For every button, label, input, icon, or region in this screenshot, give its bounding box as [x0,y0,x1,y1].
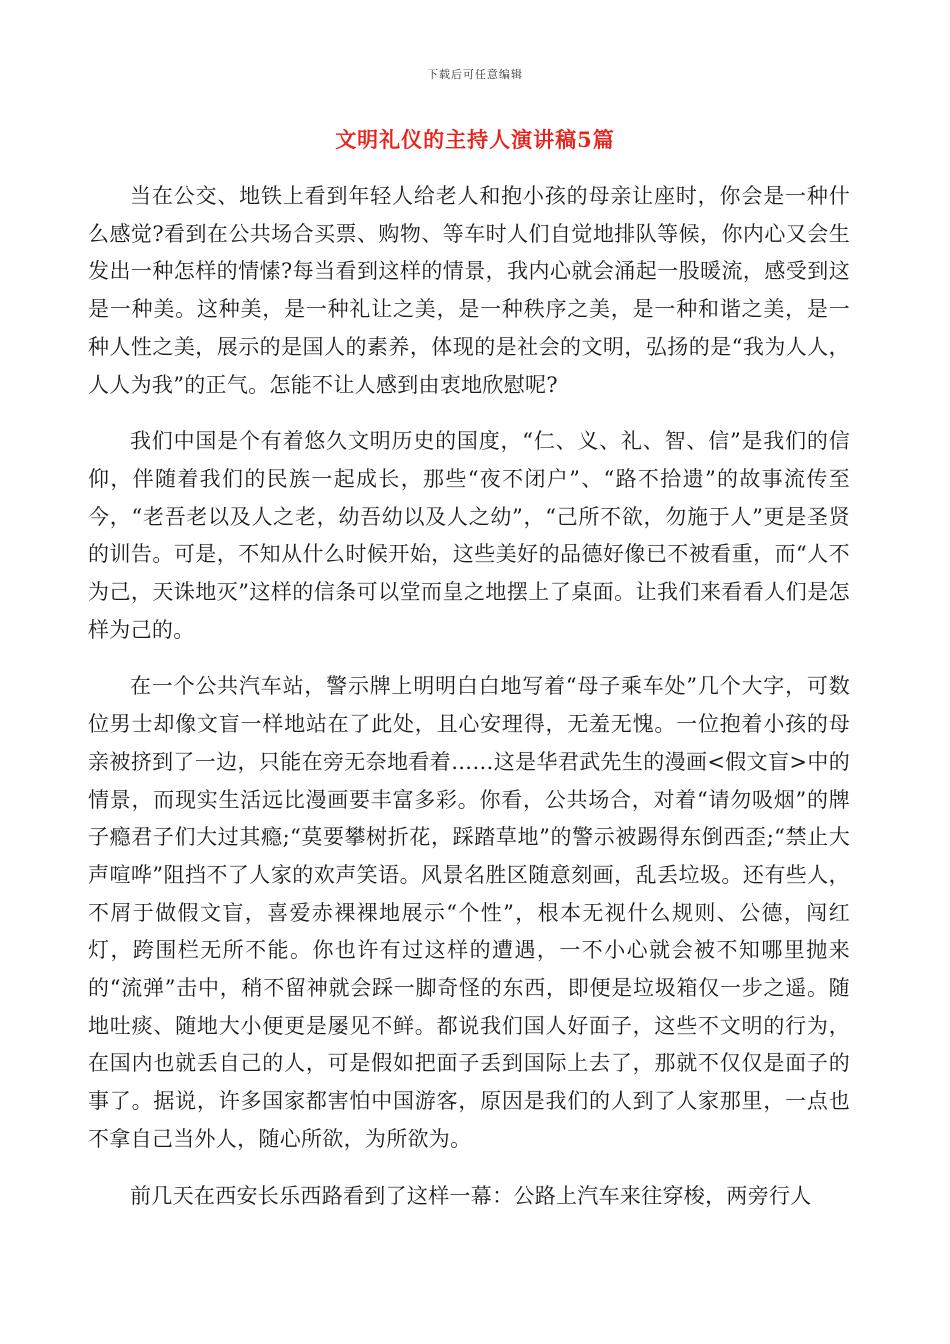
paragraph-1: 当在公交、地铁上看到年轻人给老人和抱小孩的母亲让座时，你会是一种什么感觉?看到在公共场合买票、购物、等车时人们自觉地排队等候，你内心又会生发出一种怎样的情愫?每当看到这样的情景，我内心就会涌起一股暖流，感受到这是一种美。这种美，是一种礼让之美，是一种秩序之美，是一种和谐之美，是一种人性之美，展示的是国人的素养，体现的是社会的文明，弘扬的是“我为人人，人人为我”的正气。怎能不让人感到由衷地欣慰呢? [88,184,850,397]
document-title: 文明礼仪的主持人演讲稿5篇 [335,127,615,152]
document-body [88,178,850,1234]
paragraph-4: 前几天在西安长乐西路看到了这样一幕：公路上汽车来往穿梭，两旁行人 [130,1183,812,1208]
paragraph-2: 我们中国是个有着悠久文明历史的国度，“仁、义、礼、智、信”是我们的信仰，伴随着我们的民族一起成长，那些“夜不闭户”、“路不拾遗”的故事流传至今，“老吾老以及人之老，幼吾幼以及人之幼”，“己所不欲，勿施于人”更是圣贤的训告。可是，不知从什么时候开始，这些美好的品德好像已不被看重，而“人不为己，天诛地灭”这样的信条可以堂而皇之地摆上了桌面。让我们来看看人们是怎样为己的。 [88,429,850,642]
paragraph-3: 在一个公共汽车站，警示牌上明明白白地写着“母子乘车处”几个大字，可数位男士却像文盲一样地站在了此处，且心安理得，无羞无愧。一位抱着小孩的母亲被挤到了一边，只能在旁无奈地看着……这是华君武先生的漫画<假文盲>中的情景，而现实生活远比漫画要丰富多彩。你看，公共场合，对着“请勿吸烟”的牌子瘾君子们大过其瘾;“莫要攀树折花，踩踏草地”的警示被踢得东倒西歪;“禁止大声喧哗”阻挡不了人家的欢声笑语。风景名胜区随意刻画，乱丢垃圾。还有些人，不屑于做假文盲，喜爱赤裸裸地展示“个性”，根本无视什么规则、公德，闯红灯，跨围栏无所不能。你也许有过这样的遭遇，一不小心就会被不知哪里抛来的“流弹”击中，稍不留神就会踩一脚奇怪的东西，即便是垃圾箱仅一步之遥。随地吐痰、随地大小便更是屡见不鲜。都说我们国人好面子，这些不文明的行为，在国内也就丢自己的人，可是假如把面子丢到国际上去了，那就不仅仅是面子的事了。据说，许多国家都害怕中国游客，原因是我们的人到了人家那里，一点也不拿自己当外人，随心所欲，为所欲为。 [88,674,850,1151]
header-note: 下载后可任意编辑 [427,68,523,81]
